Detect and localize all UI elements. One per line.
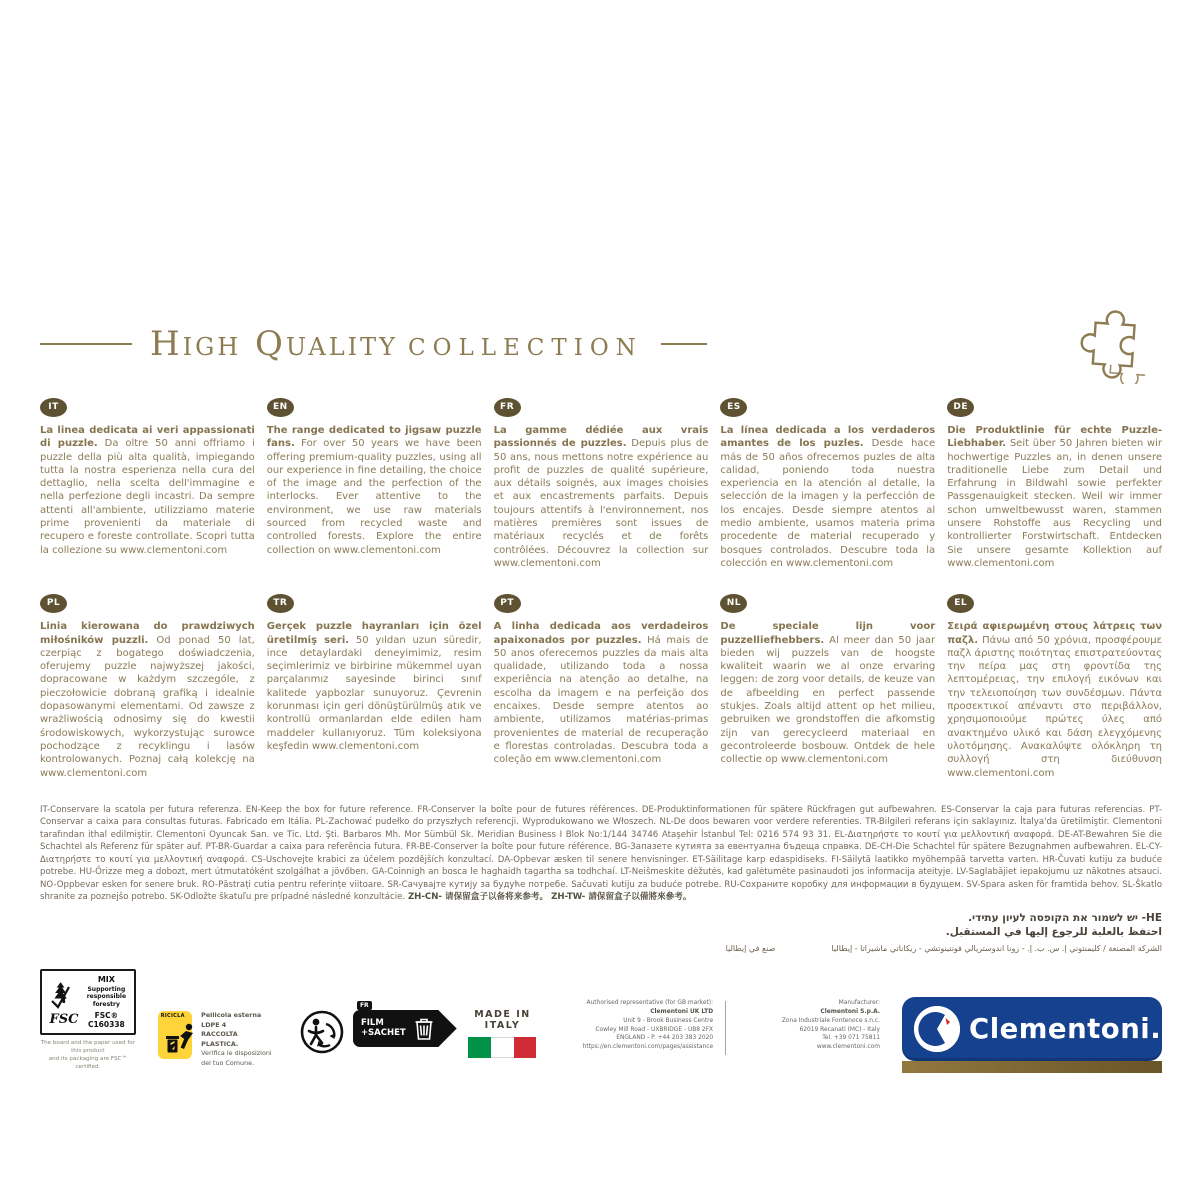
collection-title-sub: COLLECTION bbox=[408, 335, 643, 361]
plastica-line5: del tuo Comune. bbox=[201, 1059, 255, 1068]
arabic-manufacturer-row bbox=[40, 944, 1162, 953]
mfr-line4: 62019 Recanati (MC) - Italy bbox=[799, 1026, 881, 1033]
lang-body-pl: Od ponad 50 lat, czerpiąc z bogatego doświadczenia, oferujemy puzzle najwyższej jakości, dopracowane w każdym szczególe, z pieczołowicie dobraną grafiką i idealnie dopasowanymi elementami. Od zawsze z wrażliwością odnosimy się do kwestii środowiskowych, wykorzystując surowce pochodzące z recyklingu i lasów kontrolowanych. Poznaj całą kolekcję na www.clementoni.com bbox=[40, 634, 255, 779]
film-sachet-arrow bbox=[411, 1010, 457, 1047]
lang-text-fr bbox=[494, 424, 709, 570]
collection-title bbox=[150, 324, 643, 364]
lang-body-fr: Depuis plus de 50 ans, nous mettons notre expérience au profit de puzzles de qualité supérieure, aux détails soignés, aux images choisies et aux encastrements parfaits. Depuis toujours attentifs à l'environnement, nos matières premières sont issues de matériaux recyclés et de forêts contrôlées. Découvrez la collection sur www.clementoni.com bbox=[493, 438, 709, 569]
film-label-line1: FILM bbox=[360, 1017, 384, 1028]
arabic-made-in-italy: صنع في إيطاليا bbox=[725, 944, 776, 954]
puzzle-piece-icon bbox=[1078, 310, 1150, 388]
fine-print-text: IT-Conservare la scatola per futura referenza. EN-Keep the box for future reference. FR-Conserver la boîte pour de futures références. DE-Produktinformationen für spätere Rückfragen gut aufbewahren. ES-Conservar la caja para futuras referencias. PT-Conservar a caixa para consultas futuras. Fabricado em Itália. PL-Zachować pudełko do przyszłych referencji. Wyprodukowano we Włoszech. NL-De doos bewaren voor verdere referenties. TR-Bilgileri referans için saklayınız. İtalya'da üretilmiştir. Clementoni tarafından ithal edilmiştir. Clementoni Oyuncak San. ve Tic. Ltd. Şti. Barbaros Mh. Mor Sümbül Sk. Meridian Business I Blok No:1/144 34746 Ataşehir İstanbul Tel: 0216 574 93 31. EL-Διατηρήστε το κουτί για μελλοντική αναφορά. DE-AT-Bewahren Sie die Schachtel als Referenz für später auf. PT-BR-Guardar a caixa para referência futura. FR-BE-Conserver la boîte pour future référence. BG-Запазете кутията за евентуална бъдеща справка. DE-CH-Die Schachtel für spätere Bezugnahmen aufbewahren. EL-CY-Διατηρήστε το κουτί για μελλοντική αναφορά. CS-Uschovejte krabici za účelem pozdějších konzultací. DA-Opbevar æsken til senere henvisninger. ET-Säilitage karp edaspidiseks. FI-Säilytä laatikko myöhempää tarvetta varten. HR-Čuvati kutiju za buduće potrebe. HU-Őrizze meg a dobozt, mert útmutatóként szolgálhat a jövőben. GA-Coinnigh an bosca le haghaidh tagartha sa todhchaí. LT-Neišmeskite dėžutės, kad galėtumėte pasinaudoti jos informacija ateityje. LV-Saglabājiet iepakojumu uz nākotnes atsauci. NO-Oppbevar esken for senere bruk. RO-Păstrați cutia pentru referințe viitoare. SR-Сачувајте кутију за будуће потребе. Sačuvati kutiju za buduće potrebe. RU-Сохраните коробку для информации в будущем. SV-Spara asken för framtida behov. SL-Škatlo shranite za poznejšo potrebo. SK-Odložte škatuľu pre prípadné následné konzultácie. bbox=[40, 804, 1162, 902]
lang-text-nl bbox=[720, 620, 935, 766]
uk-addr-company: Clementoni UK LTD bbox=[650, 1008, 714, 1015]
lang-text-de bbox=[947, 424, 1162, 570]
lang-title-de: Die Produktlinie für echte Puzzle- Liebhaber. bbox=[947, 425, 1162, 450]
fsc-code: FSC® C160338 bbox=[87, 1011, 125, 1030]
uk-addr-line4: Cowley Mill Road - UXBRIDGE - UB8 2FX bbox=[595, 1026, 714, 1033]
lang-body-it: Da oltre 50 anni offriamo i puzzle della più alta qualità, impiegando tutta la nostra esperienza nella cura del dettaglio, nella scelta dell'immagine e nella perfezione degli incastri. Da sempre attenti all'ambiente, utilizziamo materie prime provenienti da materiale di recupero e foreste controllate. Scopri tutta la collezione su www.clementoni.com bbox=[40, 438, 255, 556]
plastica-line1: Pellicola esterna bbox=[201, 1011, 262, 1020]
address-divider bbox=[725, 1001, 726, 1055]
clementoni-wordmark: Clementoni. bbox=[969, 1013, 1162, 1046]
clementoni-logo bbox=[902, 997, 1162, 1073]
plastic-sorting-text bbox=[201, 1011, 273, 1069]
film-sachet-body bbox=[353, 1010, 457, 1047]
plastica-line4: Verifica le disposizioni bbox=[201, 1049, 272, 1058]
fsc-note-line1: The board and the paper used for this product bbox=[40, 1040, 136, 1054]
lang-block-nl bbox=[720, 590, 935, 780]
lang-text-el bbox=[947, 620, 1162, 780]
lang-text-pt bbox=[494, 620, 709, 766]
lang-body-el: Πάνω από 50 χρόνια, προσφέρουμε παζλ άριστης ποιότητας επιστρατεύοντας την πείρα μας στη φροντίδα της λεπτομέρειας, την επιλογή εικόνων και την τελειοποίηση των συνδέσμων. Πάντα προσεκτικοί απέναντι στο περιβάλλον, χρησιμοποιούμε πρώτες ύλες από ανακτημένο υλικό και δάση ελεγχόμενης υλοτόμησης. Ανακαλύψτε ολόκληρη τη συλλογή στη διεύθυνση www.clementoni.com bbox=[947, 634, 1162, 779]
lang-body-tr: 50 yıldan uzun süredir, ince detaylardaki deneyimimiz, resim seçimlerimiz ve birbirine mükemmel uyan parçalarımız sayesinde birinci sınıf kalitede yapbozlar sunuyoruz. Çevrenin korunması için geri dönüştürülmüş atık ve kontrollü ormanlardan elde edilen ham maddeler kullanıyoruz. Tüm koleksiyona keşfedin www.clementoni.com bbox=[266, 634, 482, 752]
header-rule-left bbox=[40, 343, 132, 345]
lang-text-tr bbox=[267, 620, 482, 753]
mfr-line5: Tel. +39 071 75811 bbox=[822, 1035, 881, 1042]
lang-title-tr: Gerçek puzzle hayranları için özel üretilmiş seri. bbox=[266, 621, 482, 646]
collection-title-main: High Quality bbox=[150, 324, 399, 364]
lang-badge-en: EN bbox=[267, 398, 294, 417]
fsc-certification bbox=[40, 969, 136, 1071]
lang-block-pt bbox=[494, 590, 709, 780]
collection-header bbox=[40, 316, 1162, 372]
lang-block-it bbox=[40, 394, 255, 570]
film-sachet-label bbox=[353, 1010, 411, 1047]
clementoni-logo-box bbox=[902, 997, 1162, 1061]
lang-title-nl: De speciale lijn voor puzzelliefhebbers. bbox=[720, 621, 936, 646]
lang-body-de: Seit über 50 Jahren bieten wir hochwertige Puzzles an, in denen unsere traditionelle Liebe zum Detail und Erfahrung in Bildwahl sowie perfekter Passgenauigkeit stecken. Weil wir immer schon umweltbewusst waren, stammen unsere Rohstoffe aus Recycling und kontrollierter Forstwirtschaft. Entdecken Sie unsere gesamte Kollektion auf www.clementoni.com bbox=[947, 438, 1162, 569]
lang-block-es bbox=[720, 394, 935, 570]
made-in-italy bbox=[466, 1009, 538, 1058]
triman-icon bbox=[299, 1009, 345, 1059]
fsc-tree-icon bbox=[49, 979, 79, 1013]
lang-badge-it: IT bbox=[40, 398, 67, 417]
lang-title-en: The range dedicated to jigsaw puzzle fans. bbox=[266, 425, 482, 450]
fsc-note-line2: and its packaging are FSC™ certified. bbox=[48, 1055, 128, 1070]
uk-addr-line1: Authorised representative (for GB market): bbox=[586, 1000, 714, 1007]
lang-block-pl bbox=[40, 590, 255, 780]
waste-bin-icon bbox=[413, 1016, 435, 1042]
flag-green bbox=[468, 1037, 491, 1058]
lang-badge-fr: FR bbox=[494, 398, 521, 417]
fine-print-chinese: ZH-CN- 请保留盒子以备将来参考。 ZH-TW- 請保留盒子以備將來參考。 bbox=[407, 892, 692, 902]
flag-white bbox=[491, 1037, 514, 1058]
lang-block-fr bbox=[494, 394, 709, 570]
italy-flag bbox=[468, 1037, 536, 1058]
lang-badge-es: ES bbox=[720, 398, 747, 417]
lang-block-de bbox=[947, 394, 1162, 570]
lang-block-tr bbox=[267, 590, 482, 780]
arabic-manufacturer-line: الشركة المصنعة / كليمنتوني إ. س. ب. إ. - زونا اندوستريالي فونتينوتشي - ريكاناتي ماشيراتا - إيطاليا bbox=[831, 944, 1162, 954]
lang-text-it bbox=[40, 424, 255, 557]
lang-badge-nl: NL bbox=[720, 594, 747, 613]
lang-badge-pl: PL bbox=[40, 594, 67, 613]
lang-text-es bbox=[720, 424, 935, 570]
lang-text-pl bbox=[40, 620, 255, 780]
fsc-label-text bbox=[86, 975, 127, 1030]
uk-addr-line5: ENGLAND - P. +44 203 383 2020 bbox=[616, 1035, 714, 1042]
plastica-line2: LDPE 4 bbox=[201, 1020, 227, 1029]
header-rule-right bbox=[661, 343, 707, 345]
logo-gold-band bbox=[902, 1061, 1162, 1073]
lang-body-pt: Há mais de 50 anos oferecemos puzzles da mais alta qualidade, utilizando toda a nossa experiência na atenção ao detalhe, na escolha da imagem e na perfeição dos encaixes. Desde sempre atentos ao ambiente, utilizamos matérias-primas provenientes de material de recuperação e florestas controladas. Descubra toda a coleção em www.clementoni.com bbox=[493, 634, 709, 766]
recycle-plastic-icon bbox=[158, 1011, 192, 1059]
film-label-line2: +SACHET bbox=[360, 1027, 406, 1038]
uk-addr-line3: Unit 9 - Brook Business Centre bbox=[623, 1017, 714, 1024]
recycle-badge-label: RICICLA bbox=[160, 1013, 185, 1020]
lang-badge-pt: PT bbox=[494, 594, 521, 613]
lang-block-el bbox=[947, 590, 1162, 780]
film-sachet-sorting-mark bbox=[353, 1003, 426, 1047]
clementoni-logo-mark bbox=[914, 1006, 960, 1052]
lang-block-en bbox=[267, 394, 482, 570]
fsc-note bbox=[40, 1040, 136, 1071]
flag-red bbox=[514, 1037, 537, 1058]
lang-body-en: For over 50 years we have been offering premium-quality puzzles, using all our experience in fine detailing, the choice of the image and the perfection of the interlocks. Ever attentive to the environment, we use raw materials sourced from recycled waste and controlled forests. Explore the entire collection on www.clementoni.com bbox=[266, 438, 482, 556]
mfr-line1: Manufacturer: bbox=[838, 1000, 881, 1007]
lang-title-es: La línea dedicada a los verdaderos amantes de los puzles. bbox=[720, 425, 936, 450]
plastica-line3: RACCOLTA PLASTICA. bbox=[201, 1030, 239, 1048]
lang-text-en bbox=[267, 424, 482, 557]
fsc-label-box bbox=[40, 969, 136, 1035]
fsc-wordmark: FSC bbox=[49, 1011, 79, 1027]
lang-badge-de: DE bbox=[947, 398, 974, 417]
mfr-line3: Zona Industriale Fontenoce s.n.c. bbox=[781, 1017, 881, 1024]
uk-representative-address bbox=[583, 999, 713, 1052]
fsc-mix: MIX bbox=[97, 974, 115, 984]
rtl-fine-print bbox=[40, 912, 1162, 953]
lang-title-el: Σειρά αφιερωμένη στους λάτρεις των παζλ. bbox=[947, 621, 1162, 646]
manufacturer-address bbox=[782, 999, 880, 1052]
lang-title-pt: A linha dedicada aos verdadeiros apaixonados por puzzles. bbox=[493, 621, 709, 646]
mfr-url: www.clementoni.com bbox=[816, 1044, 881, 1051]
mfr-company: Clementoni S.p.A. bbox=[820, 1008, 881, 1015]
tidy-man-icon bbox=[162, 1022, 200, 1054]
language-grid bbox=[40, 394, 1162, 780]
lang-body-nl: Al meer dan 50 jaar bieden wij puzzels van de hoogste kwaliteit waarin we al onze ervaring leggen: de zorg voor details, de keuze van de afbeelding en perfect passende stukjes. Zoals altijd attent op het milieu, gebruiken we grondstoffen die afkomstig zijn van gerecycleerd materiaal en gecontroleerde bosbouw. Ontdek de hele collectie op www.clementoni.com bbox=[720, 634, 936, 766]
made-in-italy-label: MADE IN ITALY bbox=[474, 1009, 531, 1032]
lang-badge-tr: TR bbox=[267, 594, 294, 613]
uk-addr-url: https://en.clementoni.com/pages/assistance bbox=[582, 1044, 714, 1051]
lang-body-es: Desde hace más de 50 años ofrecemos puzles de alta calidad, poniendo toda nuestra experiencia en la atención al detalle, la selección de la imagen y la perfección de los encajes. Desde siempre atentos al medio ambiente, usamos materia prima procedente de material recuperado y bosques controlados. Descubre toda la colección en www.clementoni.com bbox=[720, 438, 936, 569]
lang-title-it: La linea dedicata ai veri appassionati di puzzle. bbox=[40, 425, 255, 450]
lang-title-pl: Linia kierowana do prawdziwych miłośników puzzli. bbox=[40, 621, 255, 646]
arabic-line: احتفظ بالعلبة للرجوع إليها في المستقبل. bbox=[945, 926, 1162, 939]
box-back-panel bbox=[40, 316, 1162, 1073]
fsc-support-text: Supporting responsible forestry bbox=[86, 985, 127, 1008]
fr-tab: FR bbox=[357, 1001, 372, 1010]
hebrew-line: HE- יש לשמור את הקופסה לעיון עתידי. bbox=[968, 912, 1162, 925]
bottom-strip bbox=[40, 969, 1162, 1073]
lang-title-fr: La gamme dédiée aux vrais passionnés de puzzles. bbox=[493, 425, 709, 450]
lang-badge-el: EL bbox=[947, 594, 974, 613]
keep-box-fine-print bbox=[40, 804, 1162, 904]
fsc-logo bbox=[49, 979, 79, 1026]
